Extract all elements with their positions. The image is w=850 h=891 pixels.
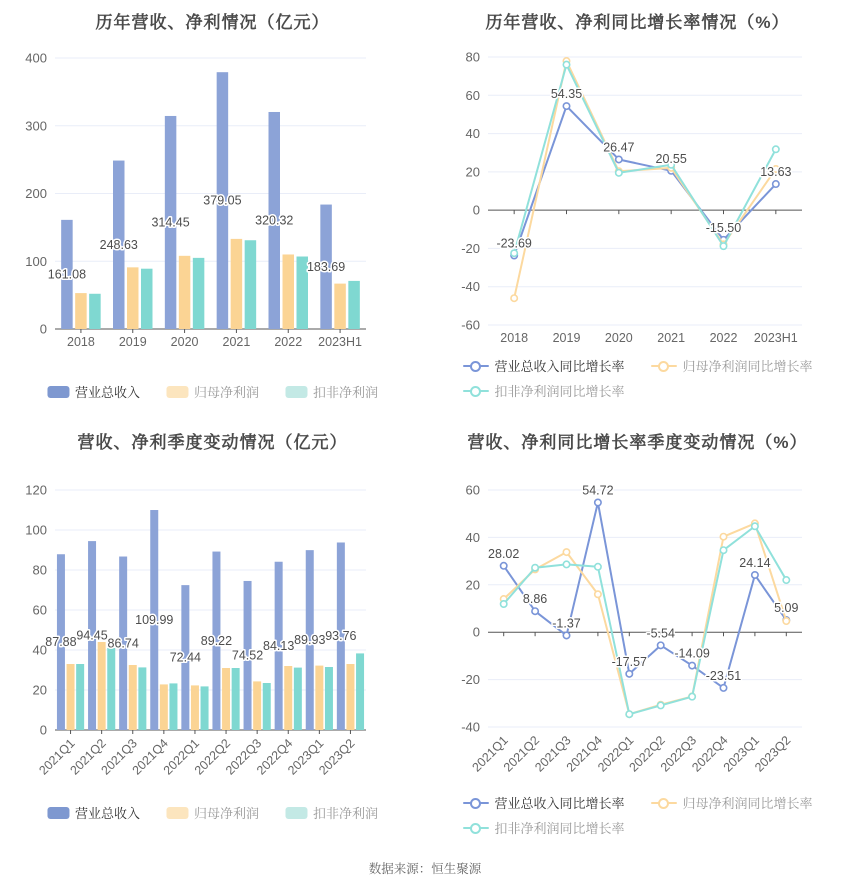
y-axis-tick-label: 20: [32, 682, 47, 698]
y-axis-tick-label: 40: [465, 126, 480, 142]
bar-quarterly-revenue-profit-s2: [356, 653, 364, 730]
legend-item-annual-growth-rate-s1[interactable]: [651, 356, 813, 375]
y-axis-tick-label: 20: [465, 164, 480, 180]
bar-value-label: 314.45: [151, 215, 190, 230]
x-axis-category-label: 2021Q3: [532, 733, 574, 775]
point-value-label: 13.63: [760, 165, 792, 180]
bar-quarterly-revenue-profit-s1: [346, 664, 354, 730]
point-marker: [752, 523, 758, 529]
bar-annual-revenue-profit-s1: [75, 293, 87, 329]
data-source-note: 数据来源：恒生聚源: [368, 862, 482, 876]
x-axis-category-label: 2022Q4: [689, 733, 731, 775]
x-axis-category-label: 2021Q4: [129, 736, 171, 778]
point-marker: [563, 61, 569, 67]
y-axis-tick-label: 400: [25, 50, 47, 66]
bar-annual-revenue-profit-s1: [283, 254, 295, 329]
y-axis-tick-label: -20: [461, 240, 480, 256]
x-axis-category-label: 2022Q1: [595, 733, 637, 775]
point-value-label: 54.72: [582, 483, 614, 498]
bar-value-label: 93.76: [325, 629, 357, 644]
bar-annual-revenue-profit-s2: [245, 240, 257, 329]
legend-row: [462, 356, 812, 375]
x-axis-category-label: 2021: [222, 335, 251, 349]
y-axis-tick-label: 40: [32, 642, 47, 658]
bar-value-label: 183.69: [306, 259, 346, 274]
x-axis-category-label: 2020: [604, 331, 633, 345]
annual-values-legend: [47, 382, 378, 401]
y-axis-tick-label: 0: [472, 202, 480, 218]
legend-swatch-icon: [285, 386, 307, 398]
point-marker: [501, 563, 507, 569]
bar-quarterly-revenue-profit-s1: [67, 664, 75, 730]
y-axis-tick-label: 100: [25, 522, 47, 538]
legend-item-annual-growth-rate-s0[interactable]: [462, 356, 624, 375]
legend-item-quarterly-growth-rate-s0[interactable]: [462, 793, 624, 812]
point-marker: [720, 243, 726, 249]
bar-quarterly-revenue-profit-s1: [253, 681, 261, 730]
x-axis-category-label: 2021: [657, 331, 686, 345]
bar-quarterly-revenue-profit-s1: [284, 666, 292, 730]
bar-quarterly-revenue-profit-s1: [98, 642, 106, 730]
bar-value-label: 72.44: [169, 650, 201, 665]
x-axis-category-label: 2023H1: [753, 331, 798, 345]
y-axis-tick-label: -40: [461, 719, 480, 735]
point-marker: [658, 702, 664, 708]
legend-item-annual-growth-rate-s2[interactable]: [462, 381, 624, 400]
annual-growth-title: 历年营收、净利同比增长率情况（%）: [485, 13, 790, 32]
y-axis-tick-label: 60: [465, 482, 480, 498]
quarterly-values-title: 营收、净利季度变动情况（亿元）: [77, 433, 348, 452]
legend-line-marker-icon: [462, 360, 488, 372]
x-axis-category-label: 2023H1: [318, 335, 362, 349]
x-axis-category-label: 2023Q1: [285, 736, 327, 778]
legend-item-quarterly-growth-rate-s2[interactable]: [462, 818, 624, 837]
legend-line-marker-icon: [462, 385, 488, 397]
x-axis-category-label: 2021Q2: [500, 733, 543, 775]
x-axis-category-label: 2023Q2: [752, 733, 794, 775]
bar-quarterly-revenue-profit-s1: [129, 665, 137, 730]
legend-label: 扣非净利润同比增长率: [494, 821, 625, 836]
x-axis-category-label: 2018: [67, 335, 95, 349]
legend-label: 营业总收入同比增长率: [494, 359, 625, 374]
bar-quarterly-revenue-profit-s2: [138, 667, 146, 730]
y-axis-tick-label: 0: [39, 321, 47, 337]
bar-quarterly-revenue-profit-s2: [107, 648, 115, 730]
legend-line-marker-icon: [651, 360, 677, 372]
x-axis-category-label: 2022: [274, 335, 303, 349]
y-axis-tick-label: 200: [25, 186, 47, 201]
legend-item-quarterly-revenue-profit-s0[interactable]: [47, 803, 140, 822]
y-axis-tick-label: 120: [25, 482, 47, 498]
bar-annual-revenue-profit-s1: [334, 284, 346, 329]
x-axis-category-label: 2022Q4: [254, 736, 296, 778]
x-axis-category-label: 2022Q3: [222, 736, 265, 778]
legend-item-quarterly-growth-rate-s1[interactable]: [651, 793, 813, 812]
point-value-label: 54.35: [550, 87, 583, 102]
y-axis-tick-label: 20: [465, 577, 480, 593]
bar-annual-revenue-profit-s1: [127, 267, 139, 329]
point-value-label: -1.37: [552, 616, 581, 631]
y-axis-tick-label: 0: [472, 624, 480, 640]
legend-row: [47, 803, 378, 822]
legend-item-quarterly-revenue-profit-s1[interactable]: [166, 803, 259, 822]
legend-label: 归母净利润同比增长率: [682, 359, 813, 374]
point-value-label: 24.14: [739, 555, 771, 570]
legend-label: 扣非净利润: [313, 385, 379, 400]
point-marker: [563, 561, 569, 567]
bar-value-label: 161.08: [47, 267, 87, 282]
bar-quarterly-revenue-profit-s2: [294, 668, 302, 730]
bar-annual-revenue-profit-s2: [89, 294, 101, 329]
point-value-label: 26.47: [603, 140, 635, 155]
legend-item-annual-revenue-profit-s0[interactable]: [47, 382, 140, 401]
legend-swatch-icon: [47, 386, 69, 398]
point-value-label: -15.50: [705, 220, 742, 235]
bar-value-label: 94.45: [76, 628, 108, 643]
panel-quarterly-growth: [425, 420, 850, 846]
point-marker: [563, 103, 569, 109]
bar-annual-revenue-profit-s2: [348, 281, 360, 329]
legend-swatch-icon: [166, 807, 188, 819]
y-axis-tick-label: 100: [25, 253, 47, 269]
bar-value-label: 87.88: [45, 635, 77, 650]
bar-annual-revenue-profit-s2: [193, 258, 205, 329]
x-axis-category-label: 2018: [500, 331, 529, 345]
y-axis-tick-label: -20: [461, 672, 480, 688]
point-marker: [720, 547, 726, 553]
point-marker: [616, 170, 622, 176]
point-marker: [616, 156, 622, 162]
legend-label: 归母净利润: [193, 806, 260, 821]
legend-item-annual-revenue-profit-s1[interactable]: [166, 382, 259, 401]
quarterly-values-legend: [47, 803, 378, 822]
bar-value-label: 248.63: [99, 237, 138, 252]
legend-label: 营业总收入: [74, 385, 140, 400]
legend-swatch-icon: [285, 807, 307, 819]
x-axis-category-label: 2019: [552, 331, 581, 345]
bar-value-label: 320.32: [255, 213, 294, 228]
point-marker: [658, 642, 664, 648]
legend-swatch-icon: [166, 386, 188, 398]
y-axis-tick-label: 60: [32, 602, 47, 618]
x-axis-category-label: 2021Q4: [563, 733, 606, 775]
y-axis-tick-label: 80: [465, 49, 480, 65]
point-marker: [595, 591, 601, 597]
point-marker: [501, 601, 507, 607]
x-axis-category-label: 2021Q2: [67, 736, 109, 778]
point-marker: [783, 618, 789, 624]
legend-label: 营业总收入同比增长率: [494, 796, 625, 811]
legend-item-quarterly-revenue-profit-s2[interactable]: [285, 803, 378, 822]
point-marker: [720, 685, 726, 691]
quarterly-values-bar-chart: [0, 420, 425, 840]
bar-quarterly-revenue-profit-s2: [169, 683, 177, 730]
point-marker: [595, 564, 601, 570]
point-marker: [783, 577, 789, 583]
legend-line-marker-icon: [462, 822, 488, 834]
point-marker: [626, 711, 632, 717]
panel-annual-growth: [425, 0, 850, 420]
y-axis-tick-label: 60: [465, 87, 480, 103]
bar-quarterly-revenue-profit-s2: [263, 683, 271, 730]
bar-value-label: 89.93: [294, 633, 326, 648]
y-axis-tick-label: -60: [461, 317, 480, 333]
legend-row: [47, 382, 378, 401]
point-marker: [563, 549, 569, 555]
point-marker: [532, 608, 538, 614]
legend-label: 营业总收入: [74, 806, 140, 821]
point-marker: [689, 662, 695, 668]
panel-annual-values: [0, 0, 425, 420]
bar-annual-revenue-profit-s2: [141, 269, 153, 329]
point-marker: [511, 250, 517, 256]
legend-row: [462, 381, 624, 400]
point-value-label: -23.51: [705, 668, 742, 683]
x-axis-category-label: 2022Q2: [626, 733, 668, 775]
bar-value-label: 89.22: [200, 633, 233, 648]
bar-quarterly-revenue-profit-s2: [325, 667, 333, 730]
legend-swatch-icon: [47, 807, 69, 819]
panel-quarterly-values: [0, 420, 425, 846]
annual-values-bar-chart: [0, 0, 425, 420]
x-axis-category-label: 2022Q1: [160, 736, 203, 778]
bar-quarterly-revenue-profit-s2: [76, 664, 84, 730]
x-axis-category-label: 2022Q3: [657, 733, 700, 775]
bar-value-label: 379.05: [203, 193, 242, 208]
bar-annual-revenue-profit-s1: [231, 239, 243, 329]
point-marker: [720, 533, 726, 539]
point-value-label: -5.54: [646, 626, 675, 641]
x-axis-category-label: 2023Q1: [720, 733, 763, 775]
x-axis-category-label: 2021Q1: [469, 733, 511, 775]
y-axis-tick-label: -40: [461, 279, 480, 295]
point-marker: [511, 295, 517, 301]
bar-quarterly-revenue-profit-s2: [232, 668, 240, 730]
legend-row: [462, 793, 812, 812]
x-axis-category-label: 2021Q3: [98, 736, 140, 778]
bar-quarterly-revenue-profit-s1: [191, 685, 199, 730]
bar-value-label: 109.99: [135, 613, 174, 628]
point-value-label: -17.57: [611, 654, 648, 669]
point-marker: [689, 693, 695, 699]
point-marker: [773, 146, 779, 152]
y-axis-tick-label: 0: [39, 722, 47, 738]
point-marker: [595, 499, 601, 505]
annual-values-title: 历年营收、净利情况（亿元）: [95, 13, 330, 32]
quarterly-growth-title: 营收、净利同比增长率季度变动情况（%）: [467, 433, 808, 452]
legend-label: 归母净利润同比增长率: [682, 796, 813, 811]
y-axis-tick-label: 80: [32, 562, 47, 578]
y-axis-tick-label: 40: [465, 529, 480, 545]
bar-quarterly-revenue-profit-s2: [201, 686, 209, 730]
x-axis-category-label: 2021Q1: [36, 736, 78, 778]
legend-row: [462, 818, 624, 837]
x-axis-category-label: 2020: [170, 335, 199, 349]
quarterly-growth-line-chart: [425, 420, 850, 840]
quarterly-growth-legend: [462, 793, 812, 837]
bar-quarterly-revenue-profit-s1: [160, 684, 168, 730]
point-marker: [773, 181, 779, 187]
point-value-label: -23.69: [496, 236, 532, 251]
point-value-label: 5.09: [774, 601, 799, 616]
legend-line-marker-icon: [651, 797, 677, 809]
x-axis-category-label: 2019: [118, 335, 147, 349]
point-marker: [752, 572, 758, 578]
bar-value-label: 86.74: [107, 636, 139, 651]
point-value-label: -14.09: [674, 646, 710, 661]
bar-value-label: 74.52: [231, 648, 264, 663]
point-marker: [532, 565, 538, 571]
point-value-label: 28.02: [488, 546, 520, 561]
legend-line-marker-icon: [462, 797, 488, 809]
x-axis-category-label: 2023Q2: [316, 736, 358, 778]
point-value-label: 8.86: [522, 592, 548, 607]
bar-quarterly-revenue-profit-s1: [315, 666, 323, 730]
bar-annual-revenue-profit-s1: [179, 256, 191, 329]
legend-label: 归母净利润: [193, 385, 260, 400]
legend-label: 扣非净利润: [313, 806, 379, 821]
legend-label: 扣非净利润同比增长率: [494, 384, 625, 399]
bar-quarterly-revenue-profit-s1: [222, 668, 230, 730]
bar-value-label: 84.13: [263, 638, 295, 653]
legend-item-annual-revenue-profit-s2[interactable]: [285, 382, 378, 401]
annual-growth-legend: [462, 356, 812, 400]
x-axis-category-label: 2022: [709, 331, 738, 345]
point-value-label: 20.55: [655, 151, 687, 166]
point-marker: [563, 632, 569, 638]
y-axis-tick-label: 300: [25, 118, 47, 134]
point-marker: [626, 671, 632, 677]
x-axis-category-label: 2022Q2: [191, 736, 234, 778]
